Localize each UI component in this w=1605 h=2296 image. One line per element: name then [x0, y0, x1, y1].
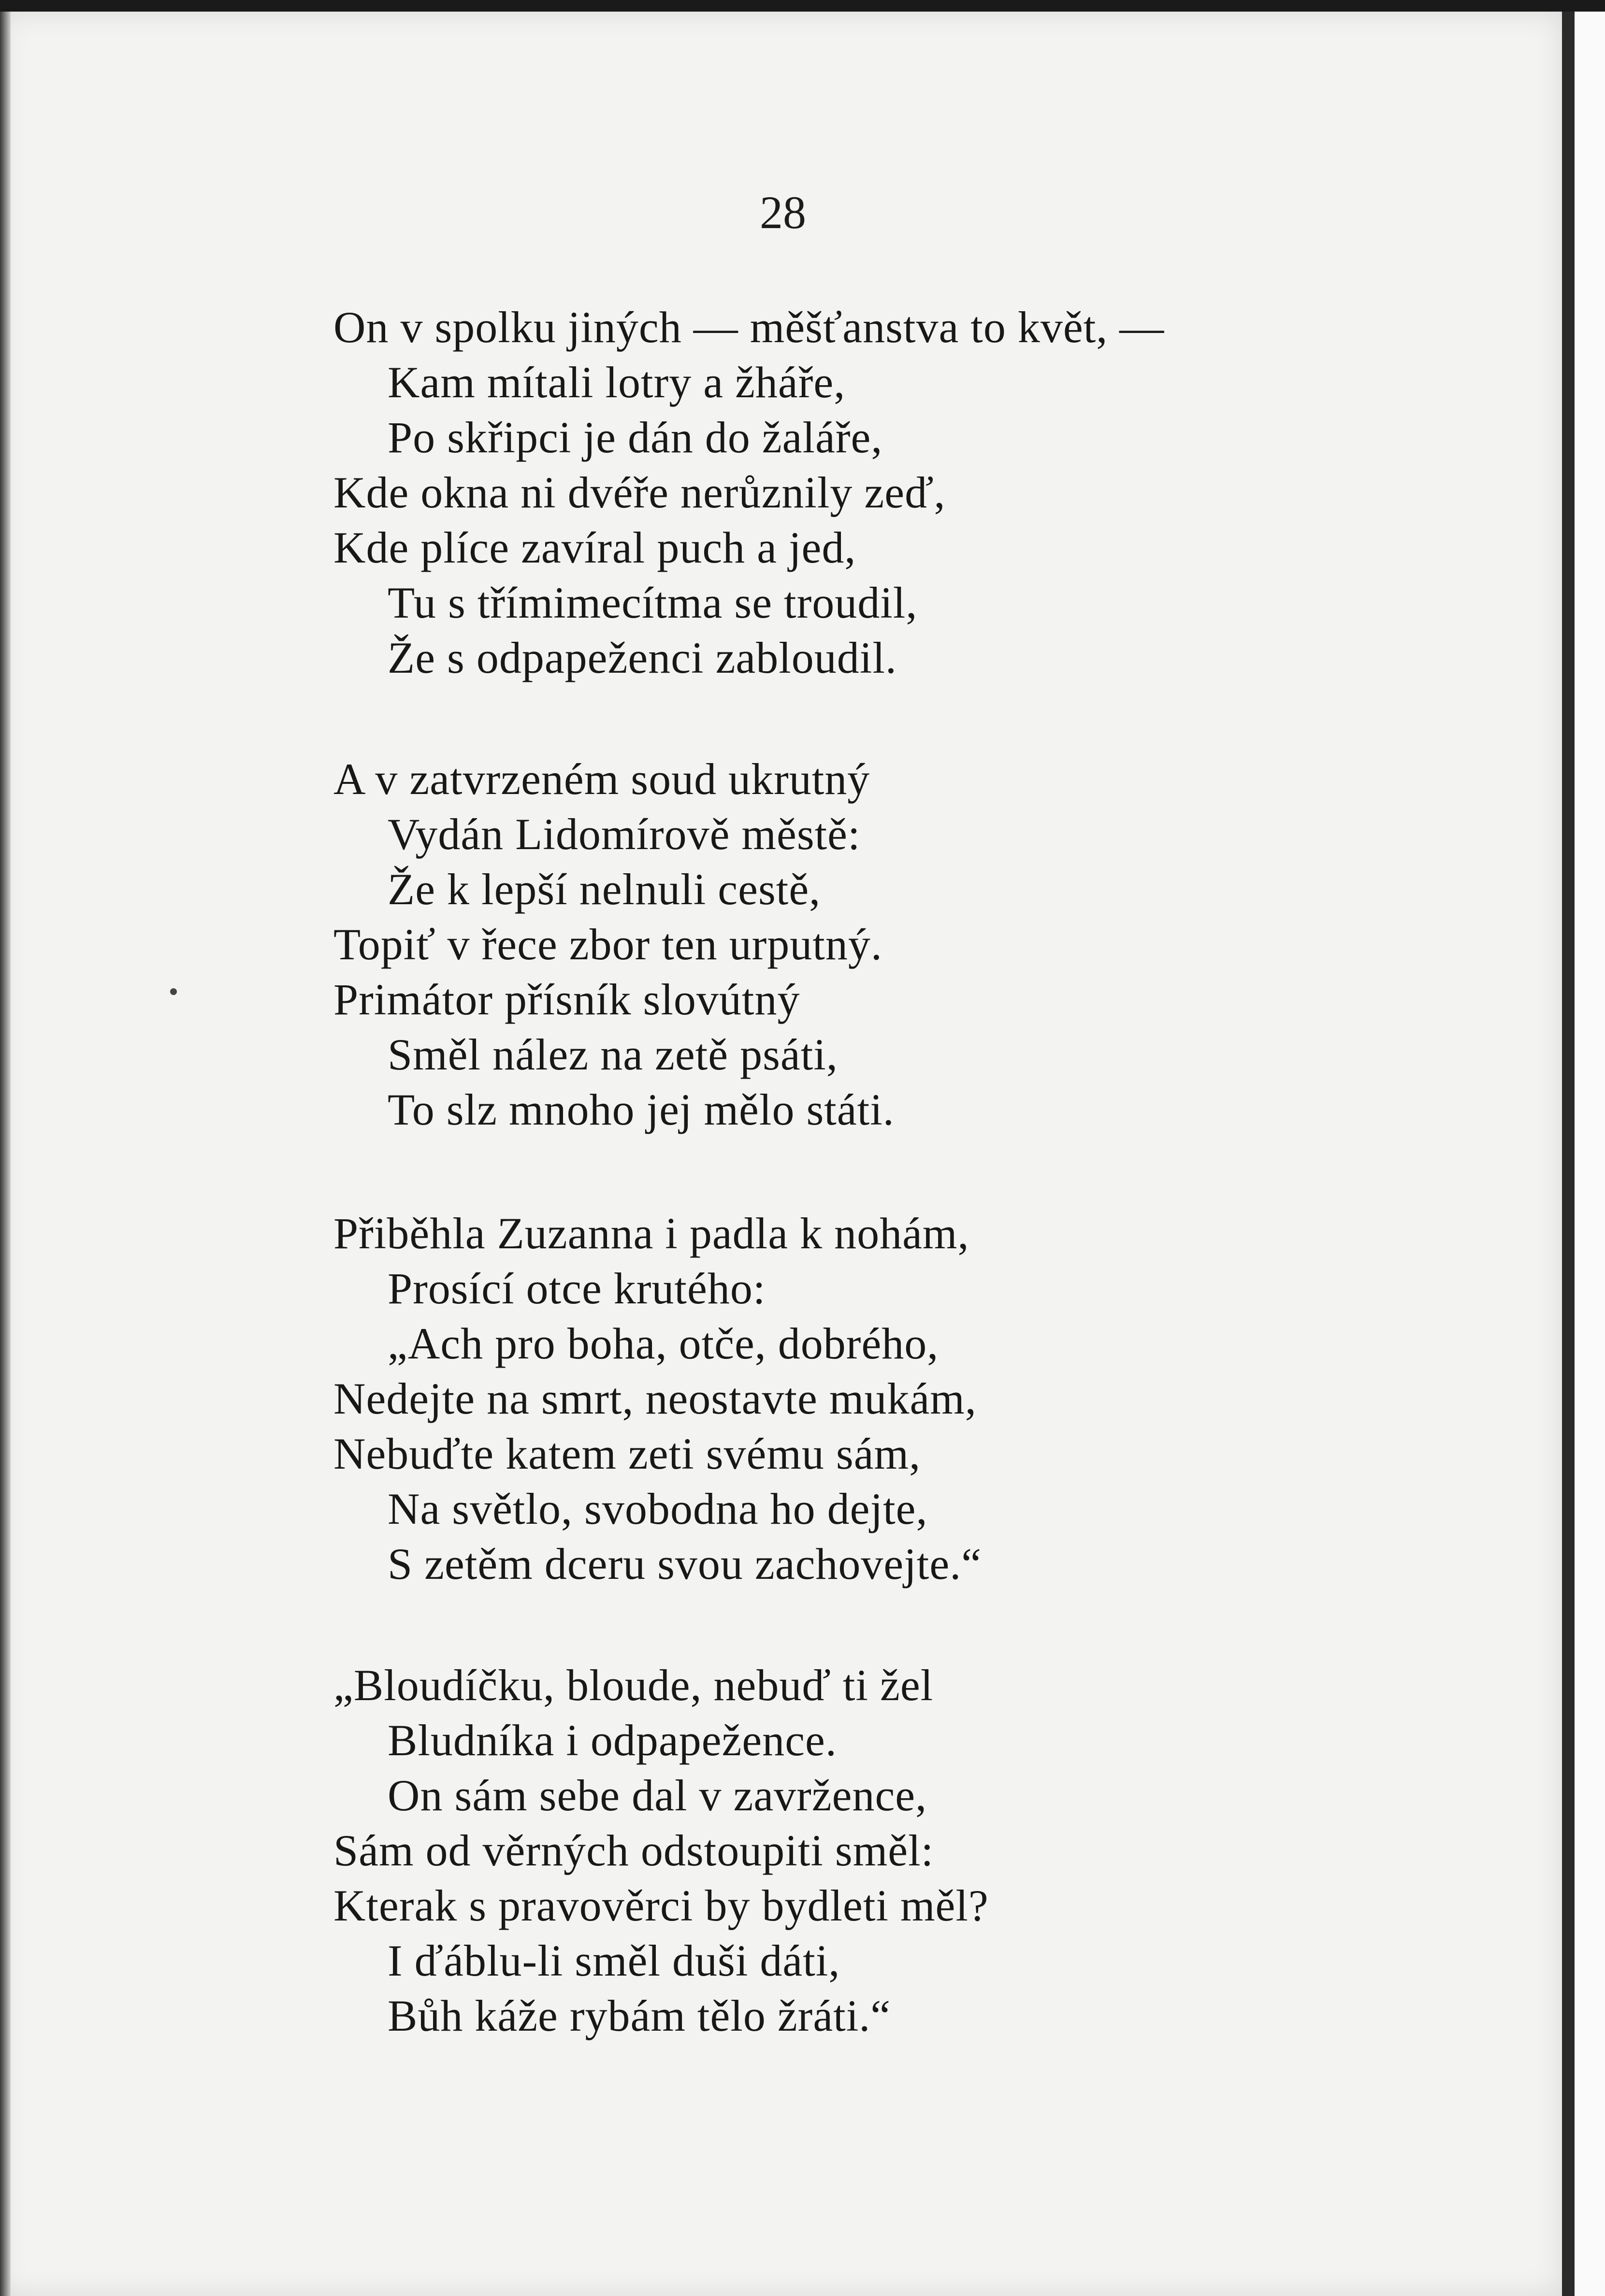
verse-line: Na světlo, svobodna ho dejte,	[388, 1484, 928, 1533]
verse-line: To slz mnoho jej mělo státi.	[388, 1085, 895, 1134]
verse-line: S zetěm dceru svou zachovejte.“	[388, 1539, 982, 1588]
page-spine-shadow	[0, 12, 11, 2296]
page-number: 28	[760, 187, 806, 238]
stanza-1	[333, 300, 1373, 685]
verse-line: Kterak s pravověrci by bydleti měl?	[333, 1881, 989, 1930]
page-edge-shadow	[1562, 12, 1575, 2296]
verse-line: „Ach pro boha, otče, dobrého,	[388, 1319, 939, 1368]
verse-line: Směl nález na zetě psáti,	[388, 1030, 838, 1079]
verse-line: Tu s třímimecítma se troudil,	[388, 578, 918, 627]
verse-line: „Bloudíčku, bloude, nebuď ti žel	[333, 1661, 934, 1710]
verse-line: Bludníka i odpapežence.	[388, 1716, 837, 1765]
verse-line: A v zatvrzeném soud ukrutný	[333, 754, 870, 804]
stanza-2	[333, 751, 1373, 1137]
verse-line: I ďáblu-li směl duši dáti,	[388, 1936, 840, 1985]
verse-line: Přiběhla Zuzanna i padla k nohám,	[333, 1209, 969, 1258]
verse-line: Nedejte na smrt, neostavte mukám,	[333, 1374, 977, 1423]
verse-line: On v spolku jiných — měšťanstva to květ, —	[333, 303, 1165, 352]
stanza-4	[333, 1658, 1373, 2043]
verse-line: Sám od věrných odstoupiti směl:	[333, 1826, 934, 1875]
verse-line: Primátor přísník slovútný	[333, 975, 800, 1024]
verse-line: Kde okna ni dvéře nerůznily zeď,	[333, 468, 946, 517]
verse-line: Vydán Lidomírově městě:	[388, 809, 861, 859]
next-page-edge	[1575, 12, 1605, 2296]
stanza-3	[333, 1206, 1373, 1591]
verse-line: Topiť v řece zbor ten urputný.	[333, 920, 882, 969]
verse-line: Prosící otce krutého:	[388, 1264, 766, 1313]
verse-line: On sám sebe dal v zavržence,	[388, 1771, 927, 1820]
verse-line: Že k lepší nelnuli cestě,	[388, 865, 821, 914]
verse-line: Kam mítali lotry a žháře,	[388, 358, 846, 407]
verse-line: Bůh káže rybám tělo žráti.“	[388, 1991, 891, 2040]
verse-line: Po skřipci je dán do žaláře,	[388, 413, 883, 462]
verse-line: Že s odpapeženci zabloudil.	[388, 633, 897, 682]
verse-line: Kde plíce zavíral puch a jed,	[333, 523, 856, 572]
print-speck	[170, 988, 177, 995]
verse-line: Nebuďte katem zeti svému sám,	[333, 1429, 921, 1478]
